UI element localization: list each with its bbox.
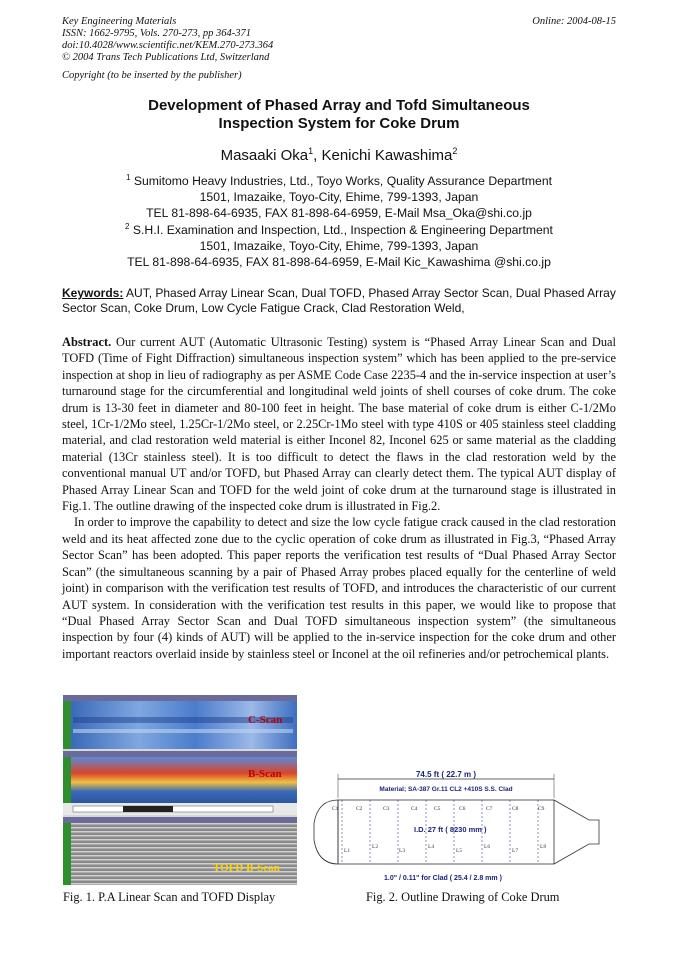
title-line-2: Inspection System for Coke Drum <box>218 115 460 132</box>
coke-drum-drawing <box>304 768 604 886</box>
author-1: Masaaki Oka <box>220 147 309 164</box>
figure-1-caption: Fig. 1. P.A Linear Scan and TOFD Display <box>63 890 276 904</box>
affiliation-1 <box>62 170 616 221</box>
abstract <box>62 334 616 662</box>
affiliation-2-sup: 2 <box>125 222 130 231</box>
c-label-5: C5 <box>434 806 441 812</box>
l-label-5: L5 <box>456 848 463 854</box>
l-label-2: L2 <box>372 844 379 850</box>
figure-1-scan-display <box>63 695 297 885</box>
l-label-3: L3 <box>399 848 406 854</box>
material-spec: Material; SA-387 Gr.11 CL2 +410S S.S. Clad <box>379 786 513 793</box>
abstract-label: Abstract. <box>62 335 112 349</box>
c-label-3: C3 <box>383 806 390 812</box>
scan-display-graphic <box>63 695 297 885</box>
keywords-text: AUT, Phased Array Linear Scan, Dual TOFD, Phased Array Sector Scan, Dual Phased Array Sector Scan, Coke Drum, Low Cycle Fatigue Crack, Clad Restoration Weld, <box>62 286 616 315</box>
l-label-1: L1 <box>344 848 351 854</box>
clad-thickness: 1.0" / 0.11" for Clad ( 25.4 / 2.8 mm ) <box>384 875 502 882</box>
c-label-6: C6 <box>459 806 466 812</box>
paper-title <box>62 97 616 133</box>
l-label-8: L8 <box>540 844 547 850</box>
affiliation-1-sup: 1 <box>125 173 131 182</box>
affiliation-2 <box>62 219 616 270</box>
copyright-note: Copyright (to be inserted by the publisher) <box>62 70 242 81</box>
journal-name: Key Engineering Materials <box>62 16 177 27</box>
doi: doi:10.4028/www.scientific.net/KEM.270-273.364 <box>62 40 274 51</box>
figure-2-coke-drum <box>304 768 604 886</box>
keywords-label: Keywords: <box>62 286 124 300</box>
b-scan-label: B-Scan <box>248 768 282 780</box>
title-line-1: Development of Phased Array and Tofd Simultaneous <box>148 97 530 114</box>
author-separator: , <box>313 147 322 164</box>
c-label-7: C7 <box>486 806 493 812</box>
author-2-sup: 2 <box>452 146 458 156</box>
l-label-4: L4 <box>428 844 435 850</box>
tofd-label: TOFD B-Scan <box>213 862 280 874</box>
inner-diameter: I.D. 27 ft ( 8230 mm ) <box>414 825 487 834</box>
dim-length: 74.5 ft ( 22.7 m ) <box>415 770 477 779</box>
l-label-7: L7 <box>512 848 519 854</box>
affiliation-2-contact: TEL 81-898-64-6935, FAX 81-898-64-6959, E-Mail Kic_Kawashima @shi.co.jp <box>127 255 551 270</box>
abstract-paragraph-1: Our current AUT (Automatic Ultrasonic Testing) system is “Phased Array Linear Scan and Dual TOFD (Time of Fight Diffraction) simultaneous inspection system” which has been applied to the pre-service inspection at shop in lieu of radiography as per ASME Code Case 2235-4 and the in-service inspection at user’s turnaround stage for the circumferential and longitudinal weld joints of shell courses of coke drum. The coke drum is 13-30 feet in diameter and 80-100 feet in height. The base material of coke drum is either C-1/2Mo steel, 1Cr-1/2Mo steel, 1.25Cr-1/2Mo steel, or 2.25Cr-1Mo steel with type 410S or 405 stainless steel cladding material, and clad restoration weld material is either Inconel 82, Inconel 625 or same material as the cladding material (13Cr stainless steel). It is too difficult to detect the flaws in the clad restoration weld by the conventional manual UT and/or TOFD, but Phased Array can clearly detect them. The typical AUT display of Phased Array Linear Scan and TOFD for the weld joint of coke drum at the turnaround stage is illustrated in Fig.1. The outline drawing of the inspected coke drum is illustrated in Fig.2. <box>62 335 616 514</box>
authors <box>62 146 616 164</box>
affiliation-2-address: 1501, Imazaike, Toyo-City, Ehime, 799-1393, Japan <box>199 239 479 254</box>
c-label-9: C9 <box>538 806 545 812</box>
affiliation-1-contact: TEL 81-898-64-6935, FAX 81-898-64-6959, E-Mail Msa_Oka@shi.co.jp <box>146 206 532 221</box>
author-1-sup: 1 <box>308 146 314 156</box>
figure-2-caption: Fig. 2. Outline Drawing of Coke Drum <box>366 890 560 904</box>
c-label-2: C2 <box>356 806 363 812</box>
c-scan-label: C-Scan <box>248 714 283 726</box>
publisher-copyright: © 2004 Trans Tech Publications Ltd, Switzerland <box>62 52 270 63</box>
online-date: Online: 2004-08-15 <box>532 16 616 27</box>
abstract-paragraph-2: In order to improve the capability to detect and size the low cycle fatigue crack caused in the clad restoration weld and its heat affected zone due to the cyclic operation of coke drum as illustrated in Fig.3, “Phased Array Sector Scan” has been adopted. This paper reports the verification test results of “Dual Phased Array Sector Scan” (the simultaneous scanning by a pair of Phased Array probes placed equally for the centerline of weld joint) in comparison with the verification test results of TOFD, and introduces the characteristic of our current AUT system. In consideration with the verification test results in this paper, we would like to propose that “Dual Phased Array Sector Scan and Dual TOFD simultaneous inspection system” (the simultaneous inspection by four (4) kinds of AUT) will be applied to the in-service inspection for the coke drum and other important reactors overlaid inside by stainless steel or Inconel at the oil refineries and/or petrochemical plants. <box>62 515 616 661</box>
affiliation-1-org: Sumitomo Heavy Industries, Ltd., Toyo Works, Quality Assurance Department <box>133 174 552 189</box>
keywords <box>62 286 618 316</box>
author-2: Kenichi Kawashima <box>321 147 453 164</box>
c-label-8: C8 <box>512 806 519 812</box>
affiliation-2-org: S.H.I. Examination and Inspection, Ltd., Inspection & Engineering Department <box>132 223 553 238</box>
c-label-4: C4 <box>411 806 418 812</box>
journal-header <box>62 16 273 64</box>
affiliation-1-address: 1501, Imazaike, Toyo-City, Ehime, 799-1393, Japan <box>199 190 479 205</box>
l-label-6: L6 <box>484 844 491 850</box>
c-label-1: C1 <box>332 806 339 812</box>
issn: ISSN: 1662-9795, Vols. 270-273, pp 364-371 <box>62 28 251 39</box>
